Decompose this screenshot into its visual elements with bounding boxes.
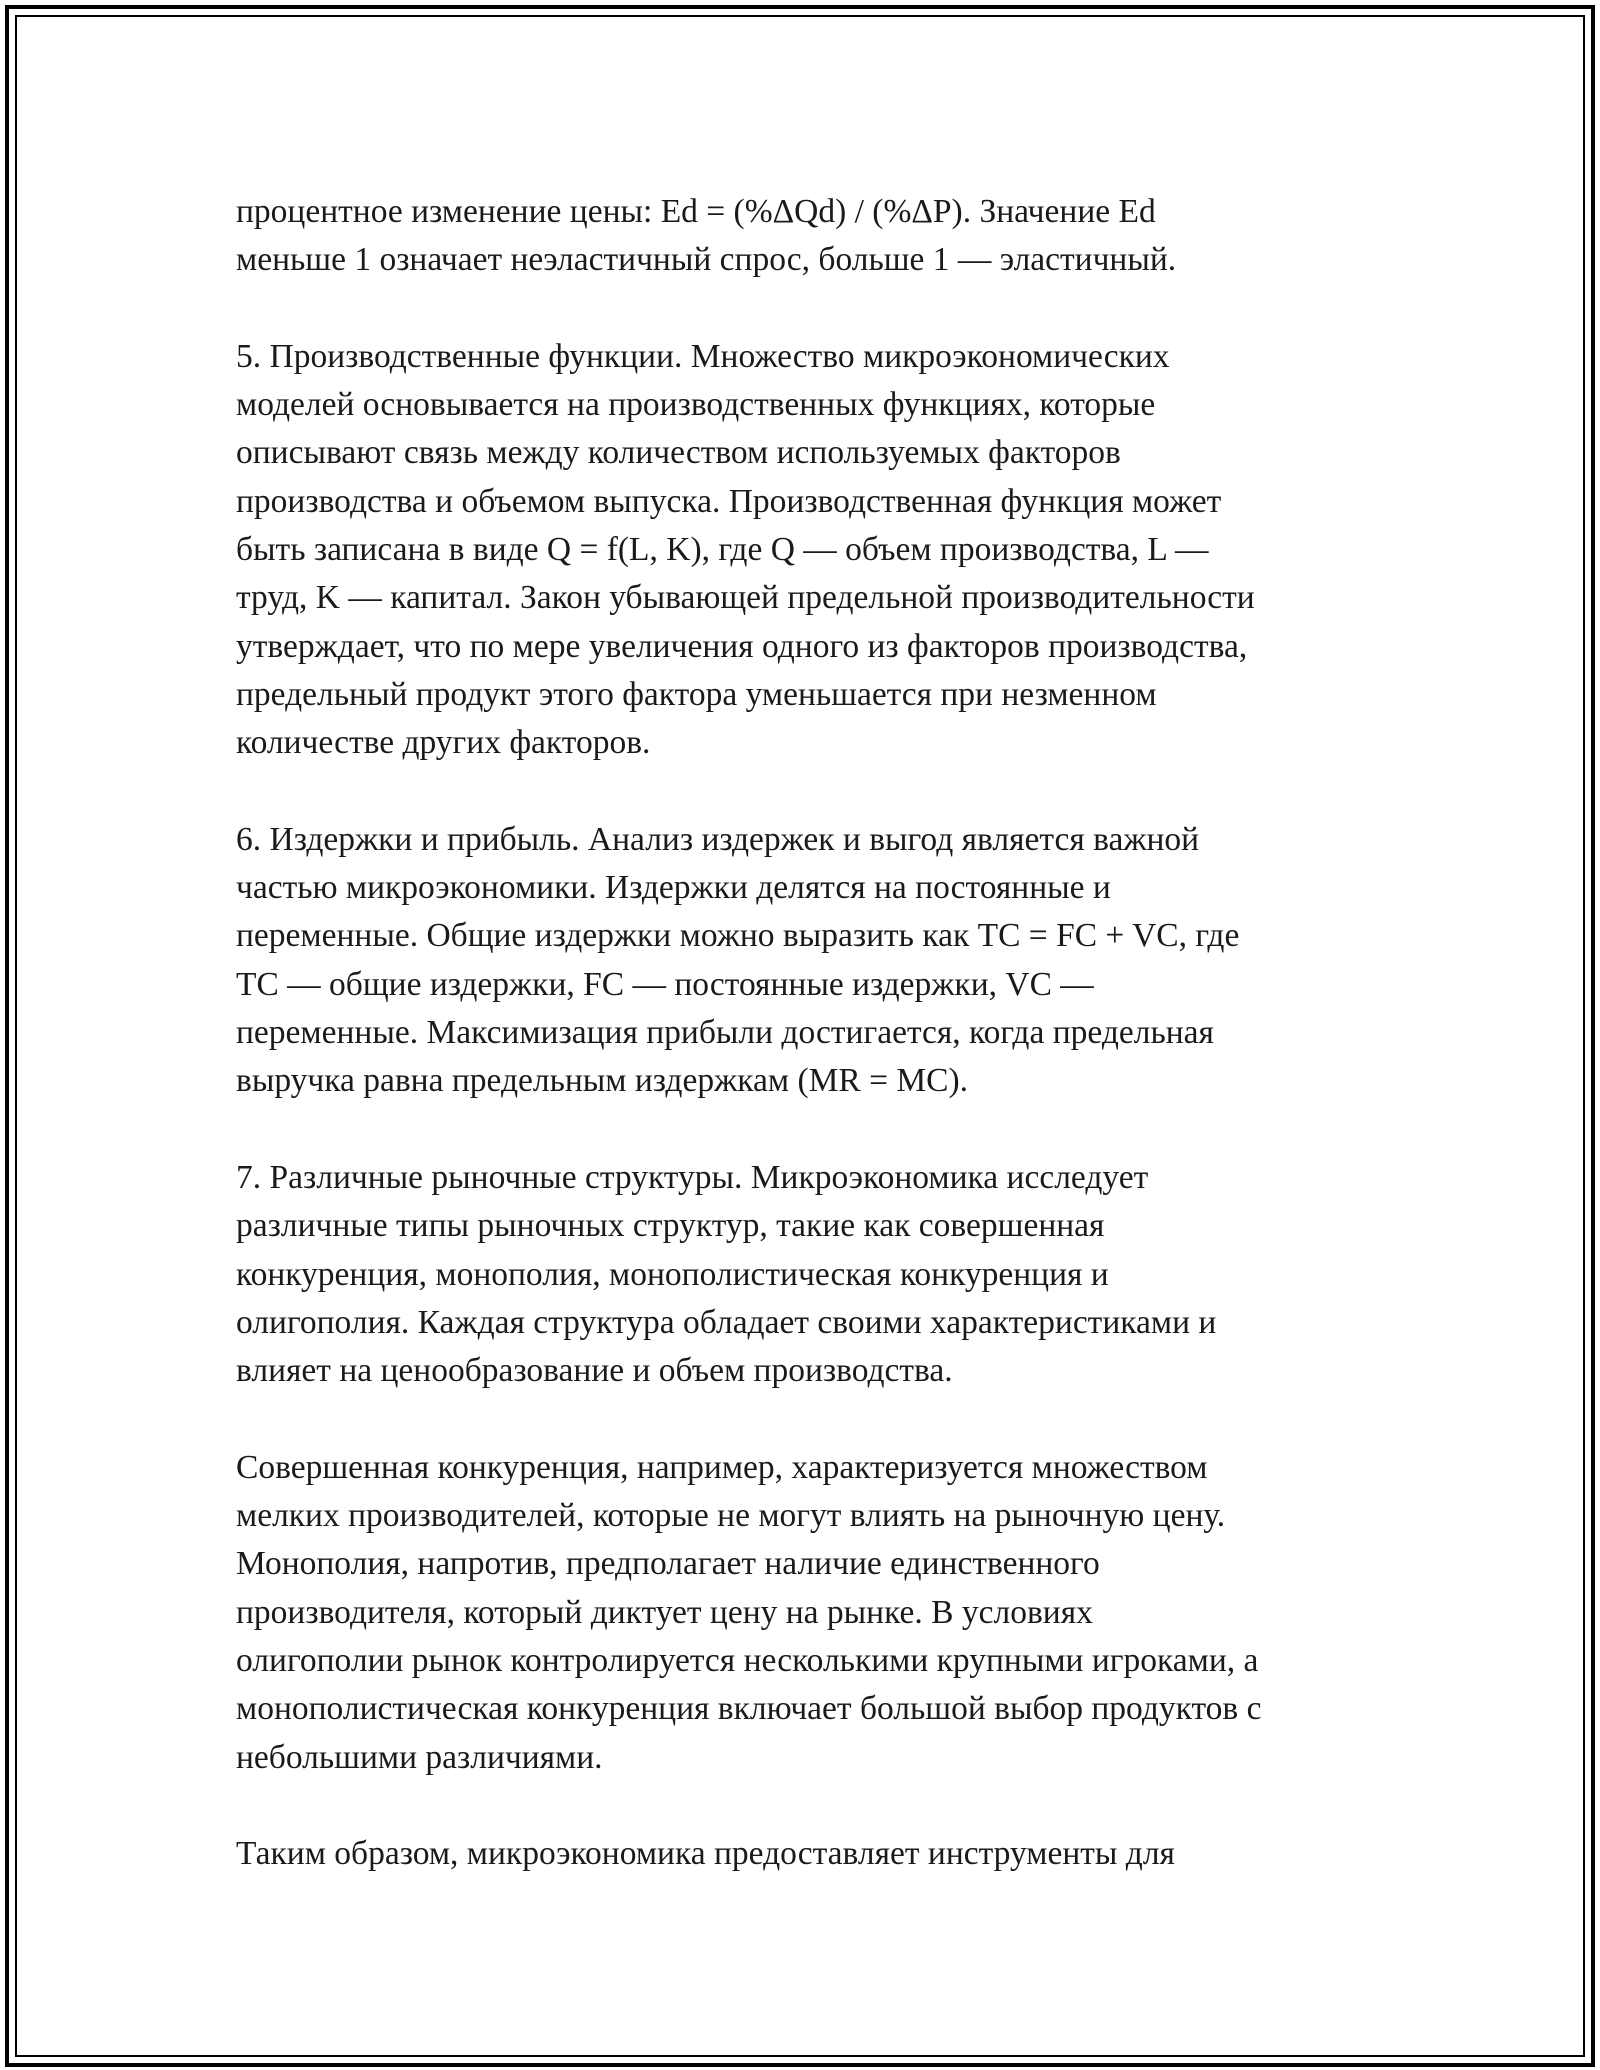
paragraph-conclusion <box>236 1830 1386 1878</box>
text-line: 6. Издержки и прибыль. Анализ издержек и выгод является важной <box>236 820 1200 858</box>
text-line: выручка равна предельным издержкам (MR = MC). <box>236 1062 969 1100</box>
text-line: Монополия, напротив, предполагает наличие единственного <box>236 1545 1100 1583</box>
paragraph-production-functions <box>236 333 1386 768</box>
text-line: Совершенная конкуренция, например, характеризуется множеством <box>236 1448 1208 1486</box>
text-line: производителя, который диктует цену на рынке. В условиях <box>236 1593 1093 1631</box>
text-line: быть записана в виде Q = f(L, K), где Q — объем производства, L — <box>236 531 1209 569</box>
text-line: производства и объемом выпуска. Производственная функция может <box>236 482 1222 520</box>
text-line: предельный продукт этого фактора уменьшается при незменном <box>236 675 1157 713</box>
text-line: влияет на ценообразование и объем производства. <box>236 1352 953 1390</box>
text-line: мелких производителей, которые не могут влиять на рыночную цену. <box>236 1497 1226 1535</box>
text-line: небольшими различиями. <box>236 1738 603 1776</box>
text-line: 5. Производственные функции. Множество микроэкономических <box>236 337 1170 375</box>
text-line: частью микроэкономики. Издержки делятся на постоянные и <box>236 869 1111 907</box>
text-line: труд, K — капитал. Закон убывающей предельной производительности <box>236 579 1255 617</box>
paragraph-perfect-competition <box>236 1444 1386 1782</box>
text-line: различные типы рыночных структур, такие как совершенная <box>236 1207 1105 1245</box>
text-line: монополистическая конкуренция включает большой выбор продуктов с <box>236 1690 1262 1728</box>
text-line: утверждает, что по мере увеличения одного из факторов производства, <box>236 627 1248 665</box>
document-body <box>236 188 1386 1927</box>
text-line: TC — общие издержки, FC — постоянные издержки, VC — <box>236 965 1094 1003</box>
text-line: олигополии рынок контролируется несколькими крупными игроками, а <box>236 1641 1259 1679</box>
text-line: Таким образом, микроэкономика предоставляет инструменты для <box>236 1835 1175 1873</box>
text-line: моделей основывается на производственных функциях, которые <box>236 386 1156 424</box>
text-line: переменные. Максимизация прибыли достигается, когда предельная <box>236 1014 1214 1052</box>
text-line: конкуренция, монополия, монополистическая конкуренция и <box>236 1255 1109 1293</box>
text-line: олигополия. Каждая структура обладает своими характеристиками и <box>236 1303 1217 1341</box>
text-line: количестве других факторов. <box>236 724 651 762</box>
paragraph-market-structures <box>236 1154 1386 1395</box>
text-line: переменные. Общие издержки можно выразить как TC = FC + VC, где <box>236 917 1240 955</box>
text-line: 7. Различные рыночные структуры. Микроэкономика исследует <box>236 1158 1149 1196</box>
paragraph-elasticity-continued <box>236 188 1386 285</box>
text-line: описывают связь между количеством используемых факторов <box>236 434 1121 472</box>
text-line: меньше 1 означает неэластичный спрос, больше 1 — эластичный. <box>236 241 1177 279</box>
text-line: процентное изменение цены: Ed = (%ΔQd) / (%ΔP). Значение Ed <box>236 193 1156 230</box>
paragraph-costs-and-profit <box>236 816 1386 1106</box>
